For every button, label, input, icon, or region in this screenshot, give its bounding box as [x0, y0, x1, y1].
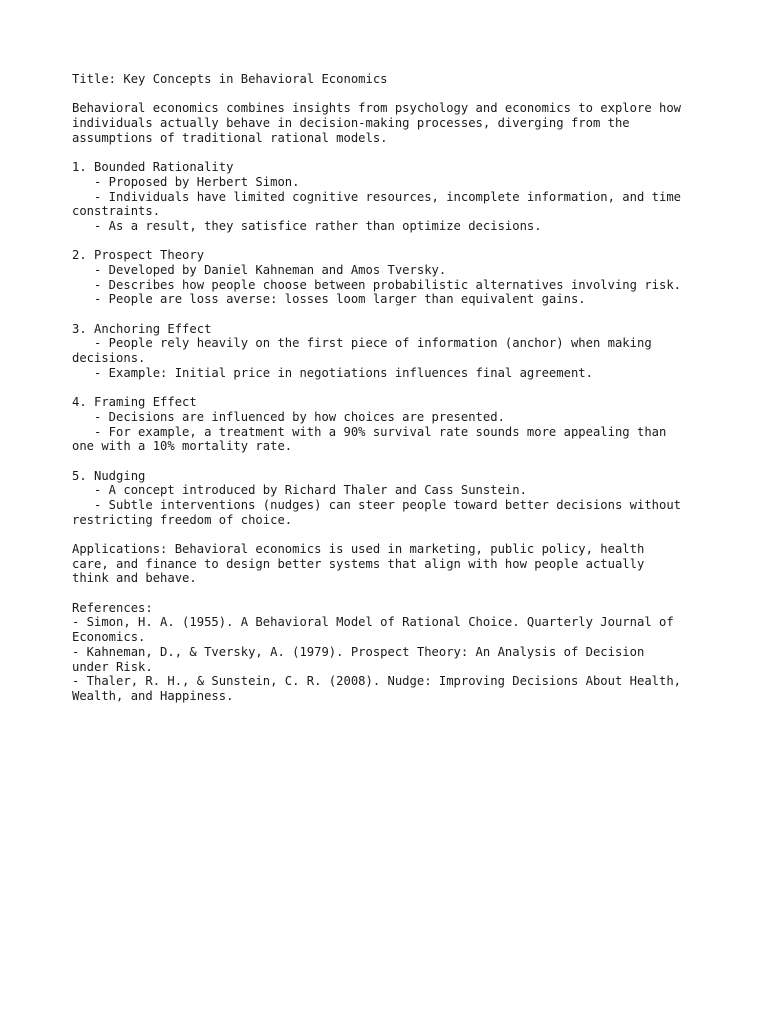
section-heading: 4. Framing Effect	[72, 395, 197, 410]
spacer	[72, 234, 712, 249]
reference-line: - Simon, H. A. (1955). A Behavioral Model of Rational Choice. Quarterly Journal of	[72, 615, 674, 630]
section-line: - Decisions are influenced by how choices are presented.	[72, 409, 505, 424]
section-line: - Individuals have limited cognitive resources, incomplete information, and time	[72, 189, 682, 204]
intro-paragraph	[72, 101, 712, 145]
section-line: - Example: Initial price in negotiations influences final agreement.	[72, 365, 593, 380]
section-line: - As a result, they satisfice rather than optimize decisions.	[72, 218, 542, 233]
reference-line: Wealth, and Happiness.	[72, 688, 234, 703]
spacer	[72, 454, 712, 469]
section-nudging	[72, 469, 712, 528]
intro-line: assumptions of traditional rational models.	[72, 130, 388, 145]
spacer	[72, 527, 712, 542]
section-framing-effect	[72, 395, 712, 454]
section-heading: 2. Prospect Theory	[72, 248, 205, 263]
spacer	[72, 380, 712, 395]
spacer	[72, 586, 712, 601]
section-line: decisions.	[72, 351, 146, 366]
section-heading: 3. Anchoring Effect	[72, 321, 212, 336]
section-line: - Describes how people choose between probabilistic alternatives involving risk.	[72, 277, 682, 292]
section-prospect-theory	[72, 248, 712, 307]
intro-line: Behavioral economics combines insights from psychology and economics to explore how	[72, 101, 682, 116]
intro-line: individuals actually behave in decision-making processes, diverging from the	[72, 116, 630, 131]
section-line: - Developed by Daniel Kahneman and Amos Tversky.	[72, 262, 447, 277]
section-line: - People are loss averse: losses loom larger than equivalent gains.	[72, 292, 586, 307]
section-line: - Proposed by Herbert Simon.	[72, 174, 300, 189]
spacer	[72, 145, 712, 160]
reference-line: - Thaler, R. H., & Sunstein, C. R. (2008). Nudge: Improving Decisions About Health,	[72, 674, 682, 689]
section-line: - For example, a treatment with a 90% survival rate sounds more appealing than	[72, 424, 667, 439]
applications-line: Applications: Behavioral economics is used in marketing, public policy, health	[72, 542, 645, 556]
applications-line: think and behave.	[72, 571, 197, 586]
reference-line: Economics.	[72, 630, 146, 645]
spacer	[72, 87, 712, 102]
spacer	[72, 307, 712, 322]
references-heading: References:	[72, 600, 153, 615]
section-heading: 1. Bounded Rationality	[72, 160, 234, 175]
section-anchoring-effect	[72, 322, 712, 381]
section-line: constraints.	[72, 204, 161, 219]
references-block	[72, 601, 712, 704]
document-title: Title: Key Concepts in Behavioral Economics	[72, 72, 388, 86]
section-heading: 5. Nudging	[72, 468, 146, 483]
section-line: one with a 10% mortality rate.	[72, 439, 293, 454]
reference-line: under Risk.	[72, 659, 153, 674]
section-line: - A concept introduced by Richard Thaler and Cass Sunstein.	[72, 483, 527, 498]
applications-line: care, and finance to design better systems that align with how people actually	[72, 556, 645, 571]
section-line: restricting freedom of choice.	[72, 512, 293, 527]
section-bounded-rationality	[72, 160, 712, 233]
reference-line: - Kahneman, D., & Tversky, A. (1979). Prospect Theory: An Analysis of Decision	[72, 644, 645, 659]
section-line: - Subtle interventions (nudges) can steer people toward better decisions without	[72, 497, 682, 512]
document-page	[72, 72, 712, 704]
section-line: - People rely heavily on the first piece of information (anchor) when making	[72, 336, 652, 351]
applications-paragraph	[72, 542, 712, 586]
